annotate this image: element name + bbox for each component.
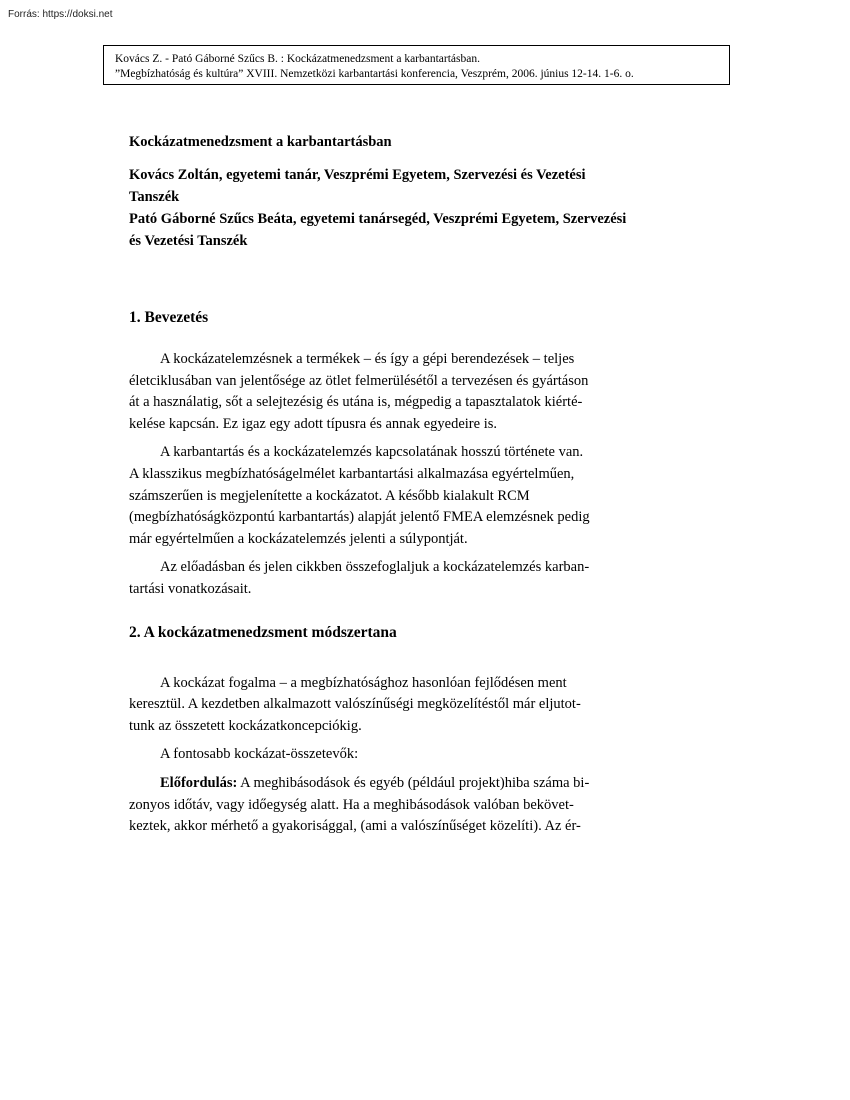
paragraph-line: életciklusában van jelentősége az ötlet felmerülésétől a tervezésen és gyártáson: [129, 372, 589, 389]
document-body: [129, 133, 629, 838]
citation-line-1: Kovács Z. - Pató Gáborné Szűcs B. : Kockázatmenedzsment a karbantartásban.: [115, 53, 480, 65]
author-list: [129, 164, 629, 252]
paragraph-line: keresztül. A kezdetben alkalmazott valószínűségi megközelítéstől már eljutot-: [129, 696, 581, 713]
paragraph-line: keztek, akkor mérhető a gyakorisággal, (ami a valószínűséget közelíti). Az ér-: [129, 818, 581, 835]
paragraph-line: tartási vonatkozásait.: [129, 580, 252, 597]
section-1-paragraph-3: [129, 557, 629, 600]
term-text: A meghibásodások és egyéb (például projekt)hiba száma bi-: [237, 774, 590, 791]
paragraph-line: A kockázatelemzésnek a termékek – és így a gépi berendezések – teljes: [160, 351, 575, 367]
section-2-term-paragraph: [129, 773, 629, 838]
section-2-paragraph-1: [129, 673, 629, 738]
paragraph-line: [129, 773, 629, 795]
source-label: Forrás: https://doksi.net: [8, 9, 113, 20]
paragraph-line: A fontosabb kockázat-összetevők:: [160, 746, 359, 763]
citation-box: [103, 45, 730, 85]
citation-line-2: ”Megbízhatóság és kultúra” XVIII. Nemzetközi karbantartási konferencia, Veszprém, 2006. június 12-14. 1-6. o.: [115, 68, 634, 80]
document-title: Kockázatmenedzsment a karbantartásban: [129, 134, 392, 150]
paragraph-line: számszerűen is megjelenítette a kockázatot. A később kialakult RCM: [129, 487, 530, 504]
paragraph-line: A karbantartás és a kockázatelemzés kapcsolatának hosszú története van.: [160, 444, 584, 461]
section-2-heading: 2. A kockázatmenedzsment módszertana: [129, 623, 397, 641]
paragraph-line: A kockázat fogalma – a megbízhatósághoz hasonlóan fejlődésen ment: [160, 674, 567, 691]
author-1: Kovács Zoltán, egyetemi tanár, Veszprémi Egyetem, Szervezési és Vezetési Tanszék: [129, 167, 586, 205]
section-1-heading: 1. Bevezetés: [129, 309, 209, 326]
paragraph-line: Az előadásban és jelen cikkben összefoglaljuk a kockázatelemzés karban-: [160, 559, 590, 576]
paragraph-line: zonyos időtáv, vagy időegység alatt. Ha a meghibásodások valóban bekövet-: [129, 796, 574, 813]
term-label: Előfordulás:: [160, 774, 238, 791]
paragraph-line: (megbízhatóságközpontú karbantartás) alapját jelentő FMEA elemzésnek pedig: [129, 509, 590, 526]
paragraph-line: kelése kapcsán. Ez igaz egy adott típusra és annak egyedeire is.: [129, 415, 497, 432]
section-1-paragraph-2: [129, 442, 629, 550]
paragraph-line: tunk az összetett kockázatkoncepciókig.: [129, 717, 362, 734]
paragraph-line: át a használatig, sőt a selejtezésig és utána is, mégpedig a tapasztalatok kiérté-: [129, 394, 583, 411]
paragraph-line: már egyértelműen a kockázatelemzés jelenti a súlypontját.: [129, 530, 468, 547]
paragraph-line: A klasszikus megbízhatóságelmélet karbantartási alkalmazása egyértelműen,: [129, 465, 575, 482]
section-2-paragraph-2: [129, 744, 629, 766]
author-2: Pató Gáborné Szűcs Beáta, egyetemi tanársegéd, Veszprémi Egyetem, Szervezési és Vezetési Tanszék: [129, 211, 627, 249]
section-1-paragraph-1: [129, 349, 629, 435]
